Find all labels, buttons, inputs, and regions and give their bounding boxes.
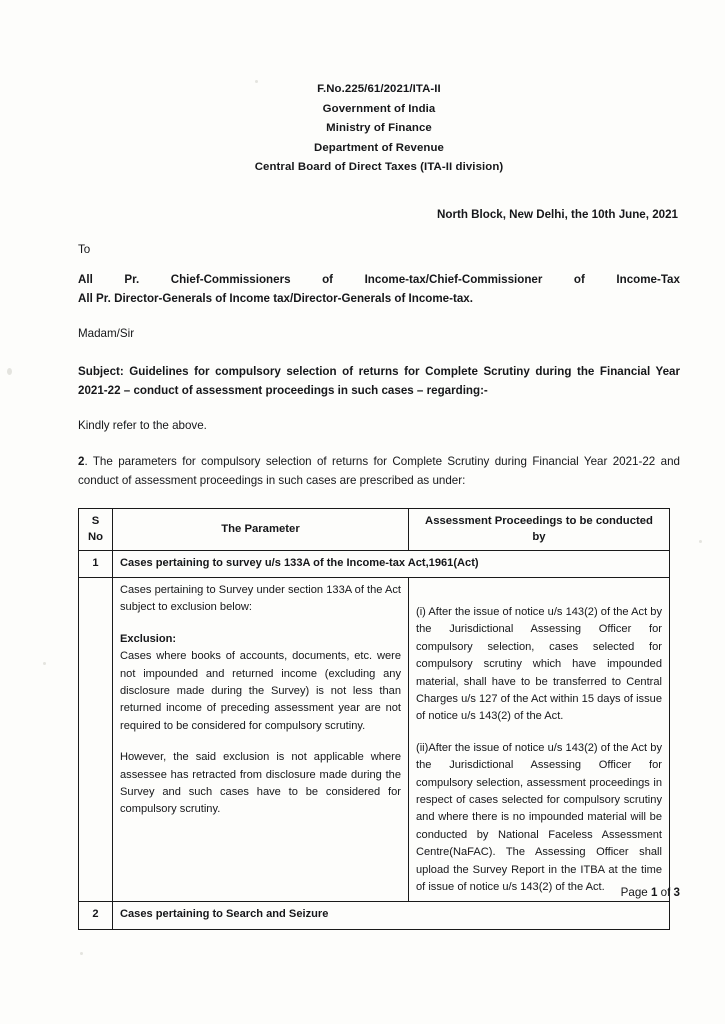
addressee-word: All [78,272,93,286]
addressee-word: Income-Tax [616,272,680,286]
assessment-cell [409,577,670,902]
retraction-paragraph: However, the said exclusion is not applicable where assessee has retracted from disclosure made during the Survey and such cases have to be considered for compulsory scrutiny. [120,751,401,816]
row-title: Cases pertaining to Search and Seizure [113,902,670,929]
page-of: of [657,886,674,899]
paragraph-number: 2 [78,454,85,468]
addressee-block [78,270,680,308]
scan-speck [43,662,46,665]
parameter-paragraph: Cases pertaining to Survey under section 133A of the Act subject to exclusion below: [120,583,401,614]
government-line: Government of India [322,102,436,115]
paragraph-2 [78,452,680,490]
scan-speck [699,540,702,543]
ministry-line: Ministry of Finance [326,122,432,134]
addressee-word: of [322,272,334,286]
addressee-line-2: All Pr. Director-Generals of Income tax/Director-Generals of Income-tax. [78,291,473,305]
exclusion-paragraph: Cases where books of accounts, documents, etc. were not impounded and returned income (excluding any disclosure made during the Survey) is not less than returned income of preceding assessment year are not required to be considered for compulsory scrutiny. [120,650,401,732]
addressee-word: Chief-Commissioners [170,272,291,286]
table-row [79,902,670,929]
row-number: 1 [79,550,113,577]
file-number: F.No.225/61/2021/ITA-II [317,83,441,95]
column-header-assessment [409,508,670,550]
assessment-header-line-1: Assessment Proceedings to be conducted [425,514,653,527]
board-line: Central Board of Direct Taxes (ITA-II division) [254,161,504,173]
page-current: 1 [650,886,658,899]
scan-speck [80,952,83,955]
parameter-cell [113,577,409,902]
department-line: Department of Revenue [314,141,444,154]
addressee-word: Pr. [124,272,140,286]
sno-header-line-1: S [91,514,100,527]
column-header-parameter: The Parameter [113,508,409,550]
table-row [79,550,670,577]
letterhead [78,80,680,178]
page-label: Page [620,886,651,899]
assessment-header-line-2: by [532,530,546,543]
page-footer [621,886,680,899]
page-total: 3 [673,886,680,899]
addressee-word: Income-tax/Chief-Commissioner [364,272,543,286]
paragraph-text: . The parameters for compulsory selection of returns for Complete Scrutiny during Financial Year 2021-22 and conduct of assessment proceedings in such cases are prescribed as under: [78,454,680,487]
table-header-row [79,508,670,550]
place-and-date: North Block, New Delhi, the 10th June, 2021 [437,207,678,221]
document-body [78,80,680,930]
sno-header-line-2: No [87,530,104,543]
row-number-blank [79,577,113,902]
kindly-refer-line: Kindly refer to the above. [78,418,207,432]
parameters-table [78,508,670,930]
addressee-line-1 [78,270,680,289]
assessment-paragraph-i: (i) After the issue of notice u/s 143(2) of the Act by the Jurisdictional Assessing Officer for compulsory selection, cases selected for compulsory scrutiny which have impounded material, shall have to be transferred to Central Charges u/s 127 of the Act within 15 days of issue of notice u/s 143(2) of the Act. [416,605,662,723]
salutation: Madam/Sir [78,326,135,340]
subject-line: Subject: Guidelines for compulsory selection of returns for Complete Scrutiny during the Financial Year 2021-22 – conduct of assessment proceedings in such cases – regarding:- [78,364,680,397]
column-header-sno [79,508,113,550]
to-label: To [78,242,91,256]
addressee-word: of [573,272,585,286]
table-row [79,577,670,902]
exclusion-heading: Exclusion: [120,632,177,645]
scan-speck [7,368,12,375]
row-title: Cases pertaining to survey u/s 133A of the Income-tax Act,1961(Act) [113,550,670,577]
assessment-paragraph-ii: (ii)After the issue of notice u/s 143(2) of the Act by the Jurisdictional Assessing Officer for compulsory selection, assessment proceedings in respect of cases selected for compulsory scrutiny and where there is no impounded material will be conducted by National Faceless Assessment Centre(NaFAC). The Assessing Officer shall upload the Survey Report in the ITBA at the time of issue of notice u/s 143(2) of the Act. [416,741,662,893]
row-number: 2 [79,902,113,929]
